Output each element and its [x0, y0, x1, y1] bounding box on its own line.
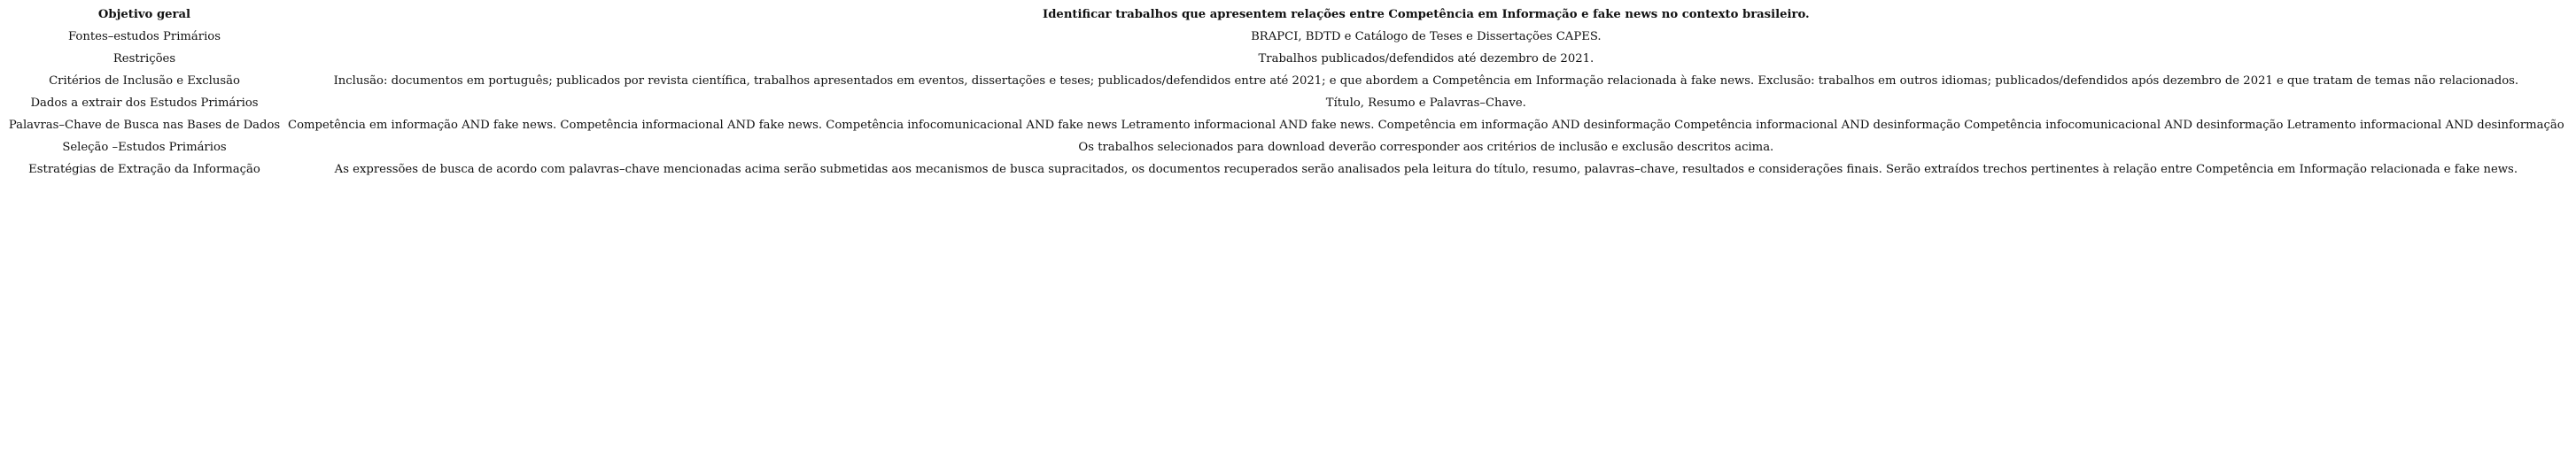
- table-row: [4, 26, 2567, 48]
- table-row: [4, 48, 2567, 70]
- row-value: Os trabalhos selecionados para download deverão corresponder aos critérios de inclusão e exclusão descritos acima.: [1078, 141, 1774, 154]
- row-label: Palavras–Chave de Busca nas Bases de Dados: [8, 119, 281, 132]
- row-label: Estratégias de Extração da Informação: [28, 163, 260, 176]
- row-label: Seleção –Estudos Primários: [62, 141, 227, 154]
- research-protocol-table: [4, 4, 2567, 181]
- row-value: As expressões de busca de acordo com palavras–chave mencionadas acima serão submetidas aos mecanismos de busca supracitados, os documentos recuperados serão analisados pela leitura do título, resumo, palavras–chave, resultados e considerações finais. Serão extraídos trechos pertinentes à relação entre Competência em Informação relacionada e fake news.: [334, 163, 2518, 176]
- table-row: [4, 158, 2567, 181]
- table-row: [4, 92, 2567, 114]
- header-label: Objetivo geral: [97, 8, 191, 21]
- row-label: Critérios de Inclusão e Exclusão: [49, 74, 240, 88]
- row-value: Inclusão: documentos em português; publicados por revista científica, trabalhos apresentados em eventos, dissertações e teses; publicados/defendidos entre até 2021; e que abordem a Competência em Informação relacionada à fake news. Exclusão: trabalhos em outros idiomas; publicados/defendidos após dezembro de 2021 e que tratam de temas não relacionados.: [333, 74, 2519, 88]
- table-row: [4, 136, 2567, 158]
- table-header-row: [4, 4, 2567, 26]
- table-row: [4, 114, 2567, 136]
- header-value: Identificar trabalhos que apresentem relações entre Competência em Informação e fake news no contexto brasileiro.: [1043, 8, 1810, 21]
- row-label: Fontes–estudos Primários: [67, 30, 221, 43]
- row-label: Restrições: [113, 52, 176, 65]
- row-label: Dados a extrair dos Estudos Primários: [30, 96, 259, 110]
- row-value: Competência em informação AND fake news. Competência informacional AND fake news. Competência infocomunicacional AND fake news Letramento informacional AND fake news. Competência em informação AND desinformação Competência informacional AND desinformação Competência infocomunicacional AND desinformação Letramento informacional AND desinformação: [288, 119, 2564, 132]
- row-value: Título, Resumo e Palavras–Chave.: [1325, 96, 1526, 110]
- row-value: Trabalhos publicados/defendidos até dezembro de 2021.: [1258, 52, 1594, 65]
- table-row: [4, 70, 2567, 92]
- row-value: BRAPCI, BDTD e Catálogo de Teses e Dissertações CAPES.: [1251, 30, 1602, 43]
